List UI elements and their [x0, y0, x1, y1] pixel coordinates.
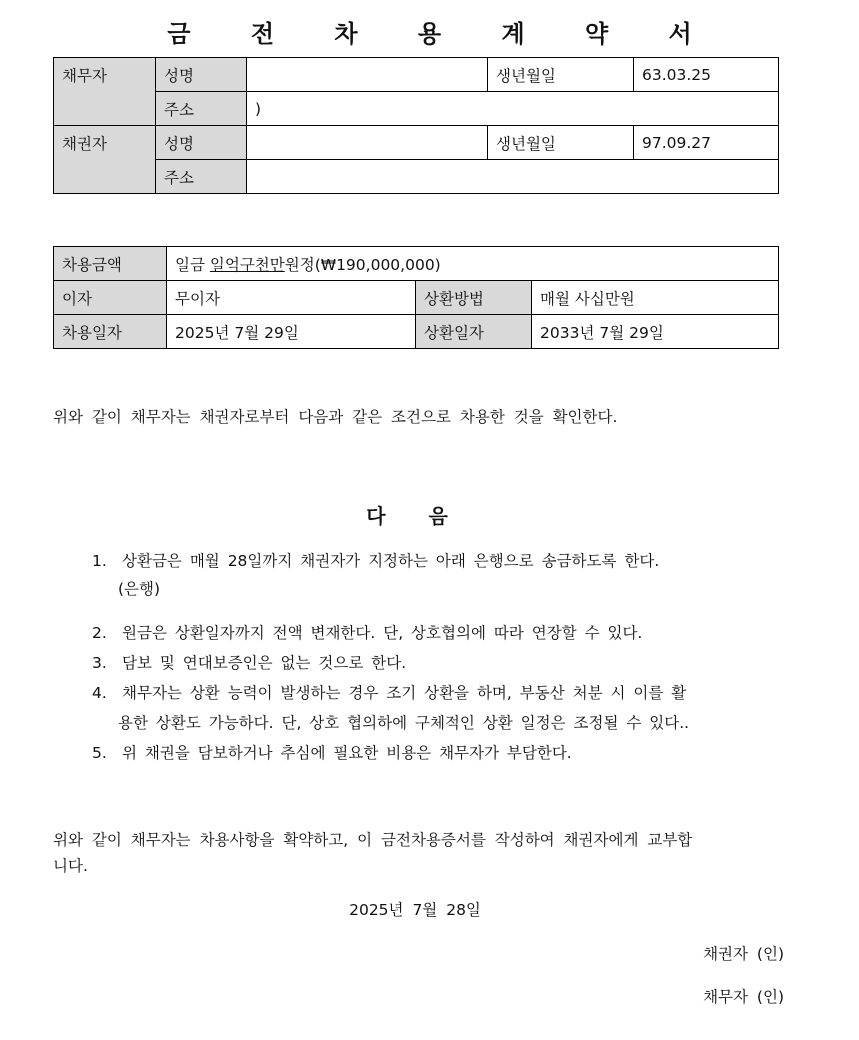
loan-amount-field[interactable] — [167, 247, 779, 281]
debtor-dob-label: 생년월일 — [488, 58, 634, 92]
creditor-label: 채권자 — [54, 126, 156, 194]
creditor-row-2 — [54, 160, 779, 194]
intro-paragraph: 위와 같이 채무자는 채권자로부터 다음과 같은 조건으로 차용한 것을 확인한다. — [53, 408, 618, 426]
term-number: 5. — [92, 744, 107, 762]
terms-heading: 다 음 — [366, 504, 466, 528]
term-text: 상환금은 매월 28일까지 채권자가 지정하는 아래 은행으로 송금하도록 한다. — [122, 552, 660, 570]
loan-amount-row — [54, 247, 779, 281]
creditor-address-field[interactable] — [247, 160, 779, 194]
term-item-4-continued: 용한 상환도 가능하다. 단, 상호 협의하에 구체적인 상환 일정은 조정될 수 있다.. — [118, 714, 690, 732]
term-text: 위 채권을 담보하거나 추심에 필요한 비용은 채무자가 부담한다. — [122, 744, 572, 762]
document-date: 2025년 7월 28일 — [349, 901, 481, 919]
creditor-name-label: 성명 — [156, 126, 247, 160]
repay-method-field[interactable]: 매월 사십만원 — [532, 281, 779, 315]
creditor-address-label: 주소 — [156, 160, 247, 194]
term-text: 채무자는 상환 능력이 발생하는 경우 조기 상환을 하며, 부동산 처분 시 이를 활 — [122, 684, 687, 702]
term-text: 원금은 상환일자까지 전액 변재한다. 단, 상호협의에 따라 연장할 수 있다. — [122, 624, 643, 642]
loan-terms-table — [53, 246, 779, 349]
debtor-address-field[interactable]: ) — [247, 92, 779, 126]
debtor-name-label: 성명 — [156, 58, 247, 92]
loan-amount-label: 차용금액 — [54, 247, 167, 281]
debtor-row-2 — [54, 92, 779, 126]
debtor-address-label: 주소 — [156, 92, 247, 126]
debtor-signature[interactable]: 채무자 (인) — [703, 988, 784, 1006]
parties-table — [53, 57, 779, 194]
repay-method-label: 상환방법 — [416, 281, 532, 315]
dates-row — [54, 315, 779, 349]
document-title: 금 전 차 용 계 약 서 — [167, 20, 718, 48]
debtor-dob-field[interactable]: 63.03.25 — [634, 58, 779, 92]
debtor-name-field[interactable] — [247, 58, 488, 92]
interest-field[interactable]: 무이자 — [167, 281, 416, 315]
term-item-1 — [92, 548, 792, 575]
closing-paragraph — [53, 827, 793, 879]
term-number: 2. — [92, 624, 107, 642]
term-item-3 — [92, 650, 792, 677]
term-item-5 — [92, 740, 792, 767]
creditor-signature[interactable]: 채권자 (인) — [703, 945, 784, 963]
creditor-dob-label: 생년월일 — [488, 126, 634, 160]
debtor-label: 채무자 — [54, 58, 156, 126]
creditor-dob-field[interactable]: 97.09.27 — [634, 126, 779, 160]
amount-suffix: 원정(₩190,000,000) — [284, 255, 441, 274]
term-item-1-continued: (은행) — [118, 580, 161, 598]
term-text: 담보 및 연대보증인은 없는 것으로 한다. — [122, 654, 407, 672]
creditor-row-1 — [54, 126, 779, 160]
closing-line-2: 니다. — [53, 857, 88, 875]
borrow-date-field[interactable]: 2025년 7월 29일 — [167, 315, 416, 349]
term-number: 1. — [92, 552, 107, 570]
interest-label: 이자 — [54, 281, 167, 315]
amount-prefix: 일금 — [175, 255, 210, 274]
borrow-date-label: 차용일자 — [54, 315, 167, 349]
interest-row — [54, 281, 779, 315]
creditor-name-field[interactable] — [247, 126, 488, 160]
repay-date-label: 상환일자 — [416, 315, 532, 349]
debtor-row-1 — [54, 58, 779, 92]
amount-in-words: 일억구천만 — [209, 255, 285, 274]
closing-line-1: 위와 같이 채무자는 차용사항을 확약하고, 이 금전차용증서를 작성하여 채권자에게 교부합 — [53, 831, 693, 849]
term-number: 4. — [92, 684, 107, 702]
repay-date-field[interactable]: 2033년 7월 29일 — [532, 315, 779, 349]
term-item-2 — [92, 620, 792, 647]
term-number: 3. — [92, 654, 107, 672]
term-item-4 — [92, 680, 792, 707]
